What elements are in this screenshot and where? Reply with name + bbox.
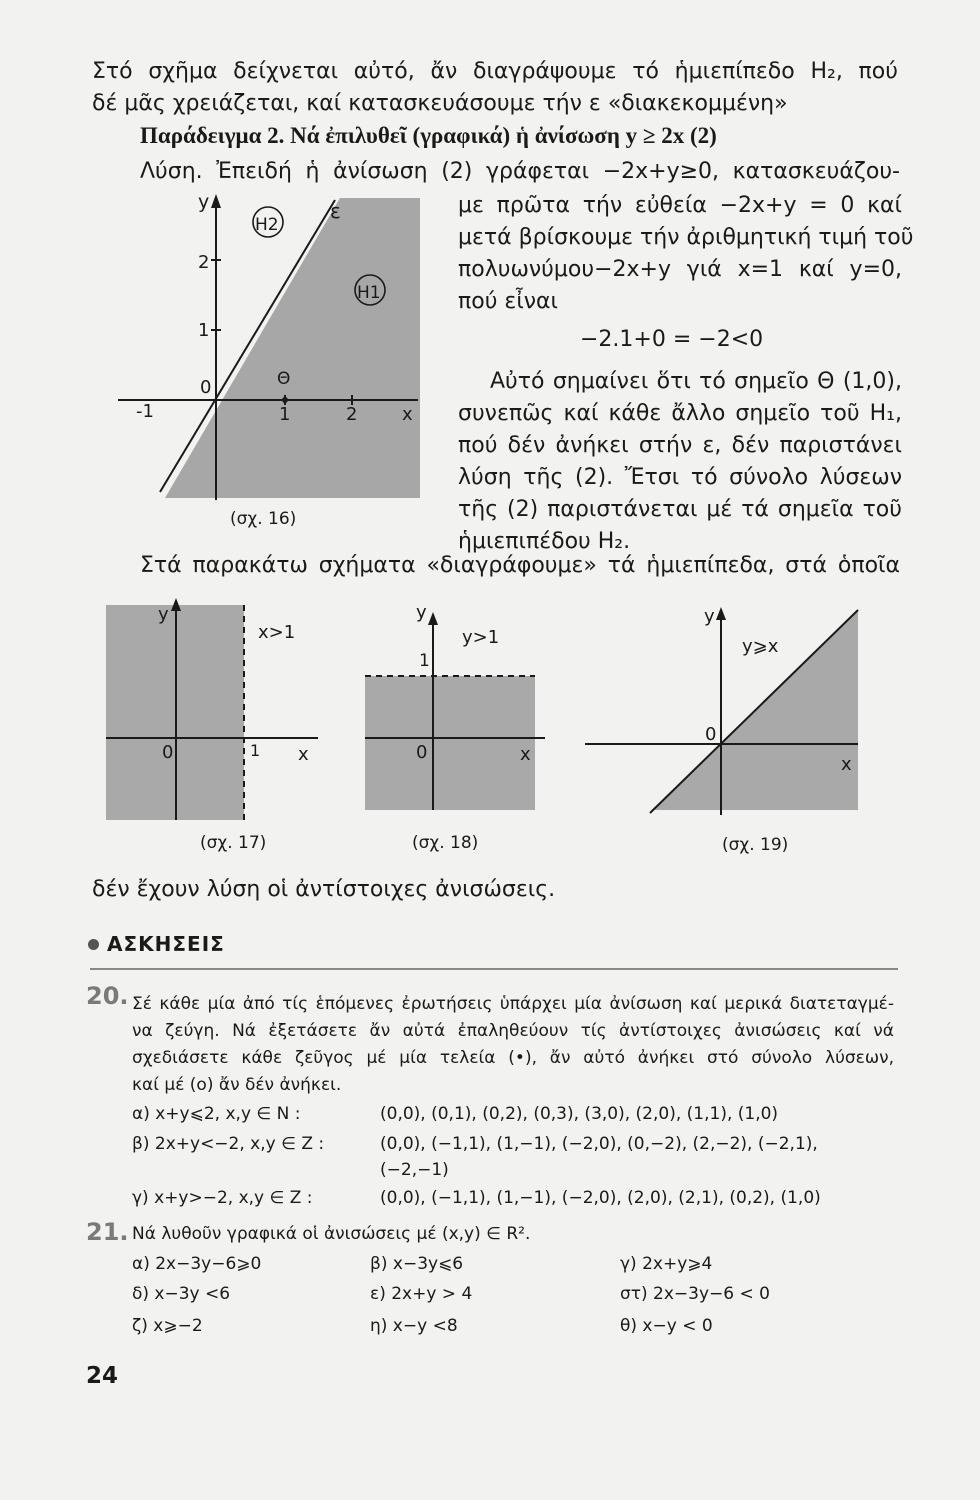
- ex21-d: δ) x−3y <6: [132, 1284, 231, 1304]
- fig19-x-label: x: [841, 754, 852, 775]
- ex20-item-b-pairs-2: (−2,−1): [380, 1160, 449, 1180]
- ex20-text-3: σχεδιάσετε κάθε ζεῦγος μέ μία τελεία (•), ἄν αὐτό ἀνήκει στό σύνολο λύσεων,: [132, 1048, 894, 1068]
- fig17-y-label: y: [158, 604, 169, 625]
- fig16-origin: 0: [200, 377, 212, 398]
- ex20-text-1: Σέ κάθε μία ἀπό τίς ἑπόμενες ἐρωτήσεις ὑπάρχει μία ἀνίσωση καί μερικά διατεταγμέ-: [132, 994, 894, 1014]
- fig16-theta-label: Θ: [277, 369, 291, 389]
- equation: −2.1+0 = −2<0: [580, 327, 764, 352]
- exercises-title-text: ΑΣΚΗΣΕΙΣ: [107, 932, 225, 956]
- fig18-x-label: x: [520, 744, 531, 765]
- solution-line-3: μετά βρίσκουμε τήν ἀριθμητική τιμή τοῦ: [458, 225, 914, 250]
- fig17-cond: x>1: [258, 622, 296, 643]
- fig16-tick-m1: -1: [136, 401, 154, 422]
- ex21-a: α) 2x−3y−6⩾0: [132, 1254, 262, 1274]
- fig17-origin: 0: [162, 742, 174, 763]
- ex20-item-b-pairs: (0,0), (−1,1), (1,−1), (−2,0), (0,−2), (2,−2), (−2,1),: [380, 1134, 818, 1154]
- after-line-3: πού δέν ἀνήκει στήν ε, δέν παριστάνει: [458, 433, 902, 458]
- ex20-item-c-pairs: (0,0), (−1,1), (1,−1), (−2,0), (2,0), (2,1), (0,2), (1,0): [380, 1188, 821, 1208]
- example-heading: Παράδειγμα 2. Νά ἐπιλυθεῖ (γραφικά) ἡ ἀνίσωση y ≥ 2x (2): [140, 123, 717, 148]
- fig17-caption: (σχ. 17): [200, 833, 267, 853]
- fig16-caption: (σχ. 16): [230, 509, 297, 529]
- ex21-b: β) x−3y⩽6: [370, 1254, 464, 1274]
- after-line-4: λύση τῆς (2). Ἔτσι τό σύνολο λύσεων: [458, 465, 902, 490]
- ex20-text-4: καί μέ (ο) ἄν δέν ἀνήκει.: [132, 1075, 342, 1095]
- ex20-item-c-label: γ) x+y>−2, x,y ∈ Z :: [132, 1188, 313, 1208]
- fig16-tick-x2: 2: [346, 404, 358, 425]
- fig16-tick-1: 1: [198, 320, 210, 341]
- fig17-tick-1: 1: [250, 741, 261, 760]
- fig18-cond: y>1: [462, 627, 500, 648]
- solution-line-2: με πρῶτα τήν εὐθεία −2x+y = 0 καί: [458, 193, 902, 218]
- solution-line-5: πού εἶναι: [458, 289, 558, 314]
- fig16-e-label: ε: [330, 199, 341, 223]
- ex21-h: η) x−y <8: [370, 1316, 458, 1336]
- page-number: 24: [86, 1363, 119, 1389]
- fig19-origin: 0: [705, 724, 717, 745]
- no-solution-text: δέν ἔχουν λύση οἱ ἀντίστοιχες ἀνισώσεις.: [92, 877, 556, 902]
- ex21-text: Νά λυθοῦν γραφικά οἱ ἀνισώσεις μέ (x,y) ∈ R².: [132, 1224, 531, 1244]
- intro-line-2: δέ μᾶς χρειάζεται, καί κατασκευάσουμε τήν ε «διακεκομμένη»: [92, 91, 788, 116]
- ex20-item-a-label: α) x+y⩽2, x,y ∈ N :: [132, 1104, 301, 1124]
- fig16-x-label: x: [402, 404, 413, 425]
- bottom-intro: Στά παρακάτω σχήματα «διαγράφουμε» τά ἡμιεπίπεδα, στά ὁποῖα: [140, 553, 900, 578]
- ex20-item-a-pairs: (0,0), (0,1), (0,2), (0,3), (3,0), (2,0), (1,1), (1,0): [380, 1104, 779, 1124]
- ex21-number: 21.: [86, 1218, 129, 1246]
- ex21-g: ζ) x⩾−2: [132, 1316, 203, 1336]
- bullet-icon: [88, 939, 99, 950]
- ex20-number: 20.: [86, 982, 129, 1010]
- fig16-tick-2: 2: [198, 252, 210, 273]
- fig18-tick-1: 1: [419, 651, 430, 671]
- fig18-origin: 0: [416, 742, 428, 763]
- section-rule: [90, 968, 898, 970]
- ex21-f: στ) 2x−3y−6 < 0: [620, 1284, 770, 1304]
- fig16-y-label: y: [198, 191, 210, 213]
- fig19-cond: y⩾x: [742, 636, 779, 657]
- after-line-2: συνεπῶς καί κάθε ἄλλο σημεῖο τοῦ H₁,: [458, 401, 902, 426]
- fig18-caption: (σχ. 18): [412, 833, 479, 853]
- exercises-title: [88, 930, 225, 958]
- after-line-6: ἡμιεπιπέδου H₂.: [458, 529, 631, 554]
- ex20-text-2: να ζεύγη. Νά ἐξετάσετε ἄν αὐτά ἐπαληθεύουν τίς ἀντίστοιχες ἀνισώσεις καί νά: [132, 1021, 894, 1041]
- fig16-h1-label: H1: [357, 283, 381, 303]
- ex21-c: γ) 2x+y⩾4: [620, 1254, 713, 1274]
- after-line-5: τῆς (2) παριστάνεται μέ τά σημεῖα τοῦ: [458, 497, 902, 522]
- ex21-e: ε) 2x+y > 4: [370, 1284, 473, 1304]
- fig19-caption: (σχ. 19): [722, 835, 789, 855]
- fig16-h2-label: H2: [255, 215, 279, 235]
- fig16-tick-x1: 1: [279, 404, 291, 425]
- intro-line-1: Στό σχῆμα δείχνεται αὐτό, ἄν διαγράψουμε τό ἡμιεπίπεδο H₂, πού: [92, 59, 898, 84]
- solution-first-line: Λύση. Ἐπειδή ἡ ἀνίσωση (2) γράφεται −2x+y≥0, κατασκευάζου-: [140, 159, 900, 184]
- ex20-item-b-label: β) 2x+y<−2, x,y ∈ Z :: [132, 1134, 325, 1154]
- after-line-1: Αὐτό σημαίνει ὅτι τό σημεῖο Θ (1,0),: [490, 369, 902, 394]
- fig19-y-label: y: [704, 606, 715, 627]
- ex21-i: θ) x−y < 0: [620, 1316, 713, 1336]
- solution-line-4: πολυωνύμου−2x+y γιά x=1 καί y=0,: [458, 257, 902, 282]
- fig18-y-label: y: [416, 602, 427, 623]
- fig17-x-label: x: [298, 744, 309, 765]
